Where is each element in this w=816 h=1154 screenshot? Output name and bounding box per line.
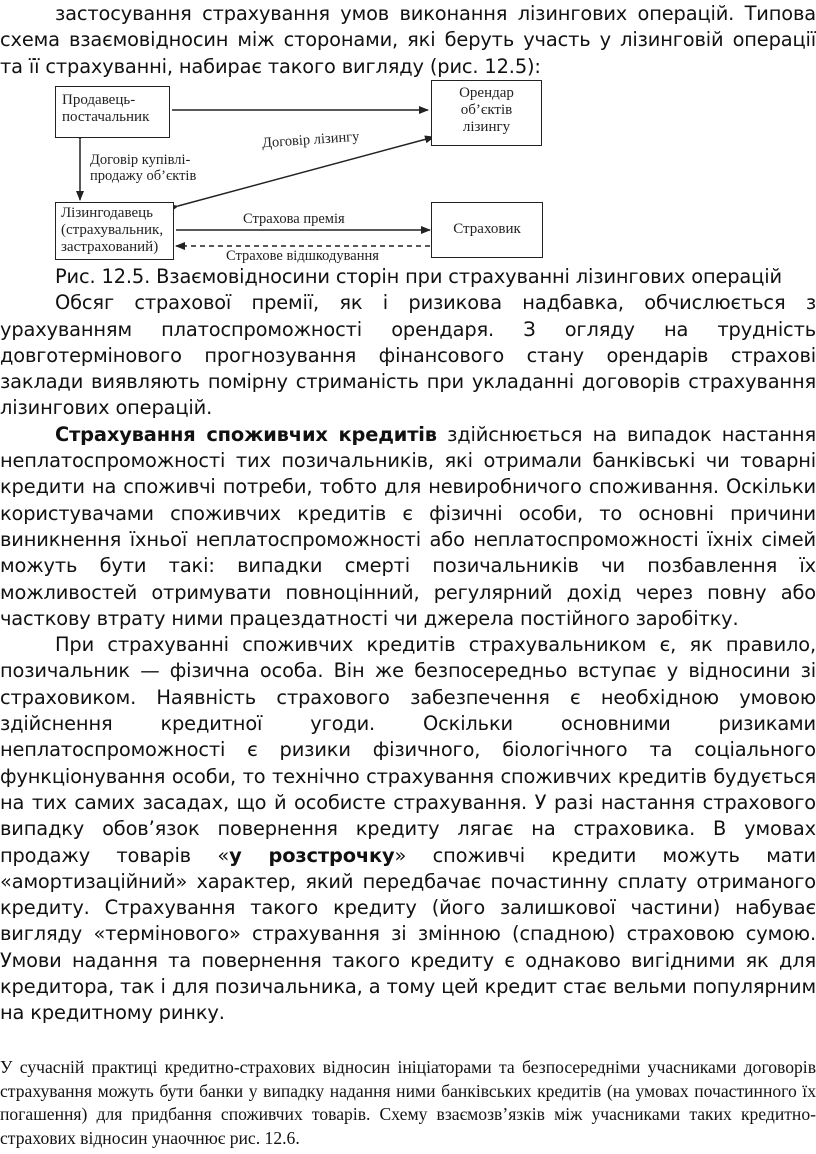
- purchase-agreement-label: Договір купівлі-продажу об’єктів: [90, 152, 197, 184]
- seller-label: Продавець-постачальник: [62, 92, 150, 125]
- consumer-credit-heading: Страхування споживчих кредитів: [55, 422, 437, 446]
- paragraph-premium: Обсяг страхової премії, як і ризикова надбавка, обчислюється з урахуванням платоспроможності орендаря. З огляду на трудність довготермінового прогнозування фінансового стану орендарів страхові заклади виявляють помірну стриманість при укладанні договорів страхування лізингових операцій.: [0, 291, 816, 420]
- paragraph-consumer-credit: [0, 422, 816, 632]
- final-paragraph-block: [0, 1056, 816, 1150]
- lease-insurance-diagram: [0, 80, 816, 272]
- intro-text: застосування страхування умов виконання лізингових операцій. Типова схема взаємовідносин між сторонами, які беруть участь у лізинговій операції та її страхуванні, набирає такого вигляду (рис. 12.5):: [0, 2, 816, 78]
- lessor-label: Лізингодавець (страхувальник, застрахований): [61, 205, 164, 255]
- figure-caption: Рис. 12.5. Взаємовідносини сторін при страхуванні лізингових операцій: [55, 265, 782, 288]
- lessor-box: [55, 202, 174, 260]
- consumer-credit-text: здійснюється на випадок настання неплатоспроможності тих позичальників, які отримали банківські чи товарні кредити на споживчі потреби, тобто для невиробничого споживання. Оскільки користувачами споживчих кредитів є фізичні особи, то основні причини виникнення їхньої неплатоспроможності або неплатоспроможності їхніх сімей можуть бути такі: випадки смерті позичальників чи позбавлення їх можливостей отримувати повноцінний, регулярний дохід через повну або часткову втрату ними працездатності чи джерела постійного заробітку.: [0, 422, 816, 630]
- lessee-box: [431, 80, 542, 146]
- installment-term: у розстрочку: [229, 843, 395, 867]
- final-paragraph: У сучасній практиці кредитно-страхових відносин ініціаторами та безпосередніми учасниками договорів страхування можуть бути банки у випадку надання ними банківських кредитів (на умовах почастинного їх погашення) для придбання споживчих товарів. Схему взаємозв’язків між учасниками таких кредитно-страхових відносин унаочнює рис. 12.6.: [0, 1057, 816, 1148]
- lessee-label: Орендар об’єктів лізингу: [459, 85, 514, 135]
- insurer-box: [431, 202, 543, 258]
- paragraph-insured: [0, 632, 816, 1026]
- compensation-label: Страхове відшкодування: [226, 248, 379, 264]
- body-text: [0, 264, 816, 1027]
- insurer-label: Страховик: [453, 221, 521, 237]
- premium-label: Страхова премія: [243, 211, 345, 227]
- intro-paragraph: [0, 1, 816, 80]
- seller-box: [55, 86, 170, 138]
- insured-text-before: При страхуванні споживчих кредитів страхувальником є, як правило, позичальник — фізична особа. Він же безпосередньо вступає у відносини зі страховиком. Наявність страхового забезпечення є необхідною умовою здійснення кредитної угоди. Оскільки основними ризиками неплатоспроможності є ризики фізичного, біологічного та соціального функціонування особи, то технічно страхування споживчих кредитів будується на тих самих засадах, що й особисте страхування. У разі настання страхового випадку обов’язок повернення кредиту лягає на страховика. В умовах продажу товарів «: [0, 633, 816, 867]
- insured-text-after: » споживчі кредити можуть мати «амортизаційний» характер, який передбачає почастинну сплату отриманого кредиту. Страхування такого кредиту (його залишкової частини) набуває вигляду «термінового» страхування зі змінною (спадною) страховою сумою. Умови надання та повернення такого кредиту є однаково вигідними як для кредитора, так і для позичальника, а тому цей кредит стає вельми популярним на кредитному ринку.: [0, 843, 816, 1025]
- lease-agreement-label: Договір лізингу: [261, 128, 360, 152]
